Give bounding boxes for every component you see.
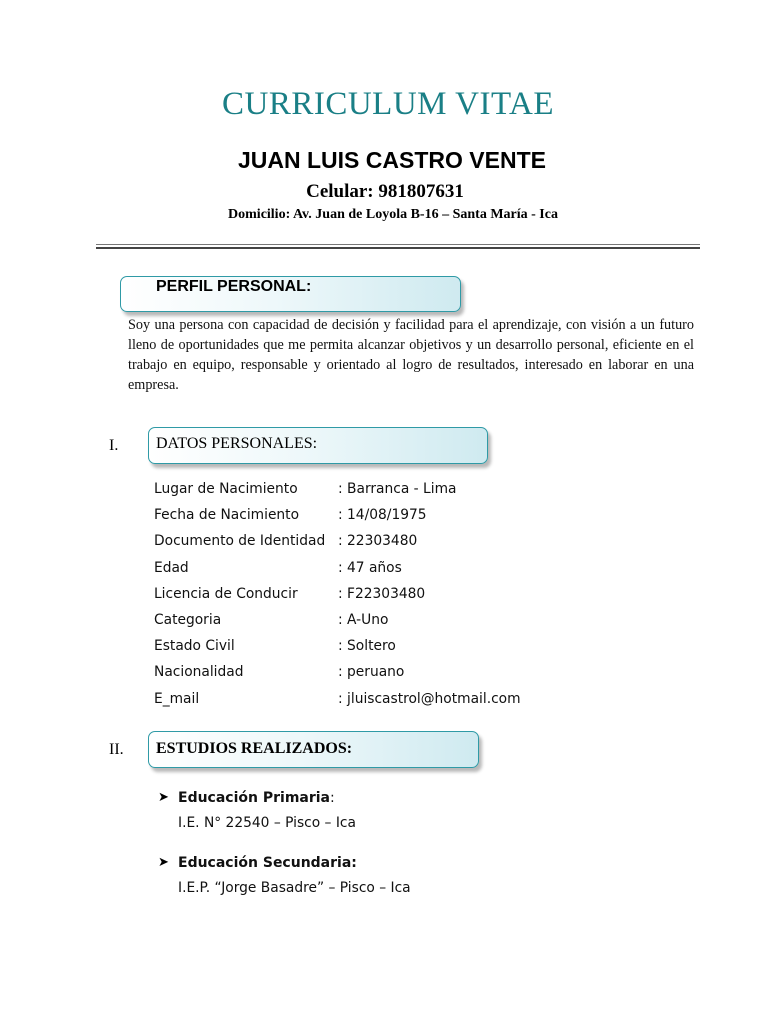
personal-data-list [154, 478, 594, 714]
perfil-text: Soy una persona con capacidad de decisión y facilidad para el aprendizaje, con visión a un futuro lleno de oportunidades que me permita alcanzar objetivos y un desarrollo personal, eficiente en el trabajo en equipo, responsable y orientado al logro de resultados, interesado en laborar en una empresa. [128, 317, 694, 393]
arrowhead-bullet-icon: ➤ [158, 790, 169, 805]
data-value: : 22303480 [338, 533, 418, 550]
data-key: Estado Civil [154, 638, 235, 655]
data-row-civil-status [154, 635, 594, 661]
data-key: Lugar de Nacimiento [154, 481, 298, 497]
perfil-heading: PERFIL PERSONAL: [156, 278, 312, 295]
data-key: Documento de Identidad [154, 533, 326, 550]
data-row-category [154, 609, 594, 635]
phone-line [0, 181, 768, 203]
section-number-estudios: II. [109, 741, 124, 758]
estudios-heading: ESTUDIOS REALIZADOS: [156, 740, 353, 757]
data-row-nationality [154, 661, 594, 687]
study-school: I.E.P. “Jorge Basadre” – Pisco – Ica [178, 880, 411, 896]
data-key: E_mail [154, 690, 200, 707]
study-heading [158, 853, 411, 873]
data-row-email [154, 688, 594, 714]
data-key: Fecha de Nacimiento [154, 507, 300, 524]
study-heading [158, 788, 356, 808]
data-key: Nacionalidad [154, 664, 244, 681]
data-row-age [154, 557, 594, 583]
data-key: Licencia de Conducir [154, 585, 298, 602]
address-label: Domicilio: [228, 207, 291, 222]
data-value: : jluiscastrol@hotmail.com [338, 690, 521, 707]
data-key: Edad [154, 559, 189, 576]
data-row-birthdate [154, 504, 594, 530]
data-value: : 14/08/1975 [338, 507, 427, 524]
data-value: : A-Uno [338, 611, 389, 628]
data-value: : Soltero [338, 638, 396, 655]
address-line [0, 207, 768, 223]
phone-value: 981807631 [378, 181, 464, 202]
study-title: Educación Primaria [178, 790, 331, 806]
study-item-secundaria [158, 853, 411, 900]
section-number-datos: I. [109, 437, 119, 454]
header-divider-thin [96, 244, 700, 245]
data-value: : Barranca - Lima [338, 481, 457, 497]
study-title-suffix: : [330, 790, 335, 806]
data-value: : F22303480 [338, 585, 426, 602]
applicant-name: JUAN LUIS CASTRO VENTE [238, 147, 546, 173]
data-value: : peruano [338, 664, 405, 681]
study-item-primaria [158, 788, 356, 835]
datos-heading: DATOS PERSONALES: [156, 435, 318, 452]
address-value: Av. Juan de Loyola B-16 – Santa María - Ica [292, 207, 558, 222]
data-key: Categoria [154, 611, 222, 628]
header-divider-thick [96, 247, 700, 249]
document-title: CURRICULUM VITAE [221, 86, 554, 122]
arrowhead-bullet-icon: ➤ [158, 855, 169, 870]
data-row-id-document [154, 530, 594, 556]
phone-label: Celular: [306, 181, 374, 202]
data-row-license [154, 583, 594, 609]
study-school: I.E. N° 22540 – Pisco – Ica [178, 815, 356, 831]
data-value: : 47 años [338, 559, 402, 576]
study-title: Educación Secundaria: [178, 855, 357, 871]
data-row-birthplace [154, 478, 594, 504]
